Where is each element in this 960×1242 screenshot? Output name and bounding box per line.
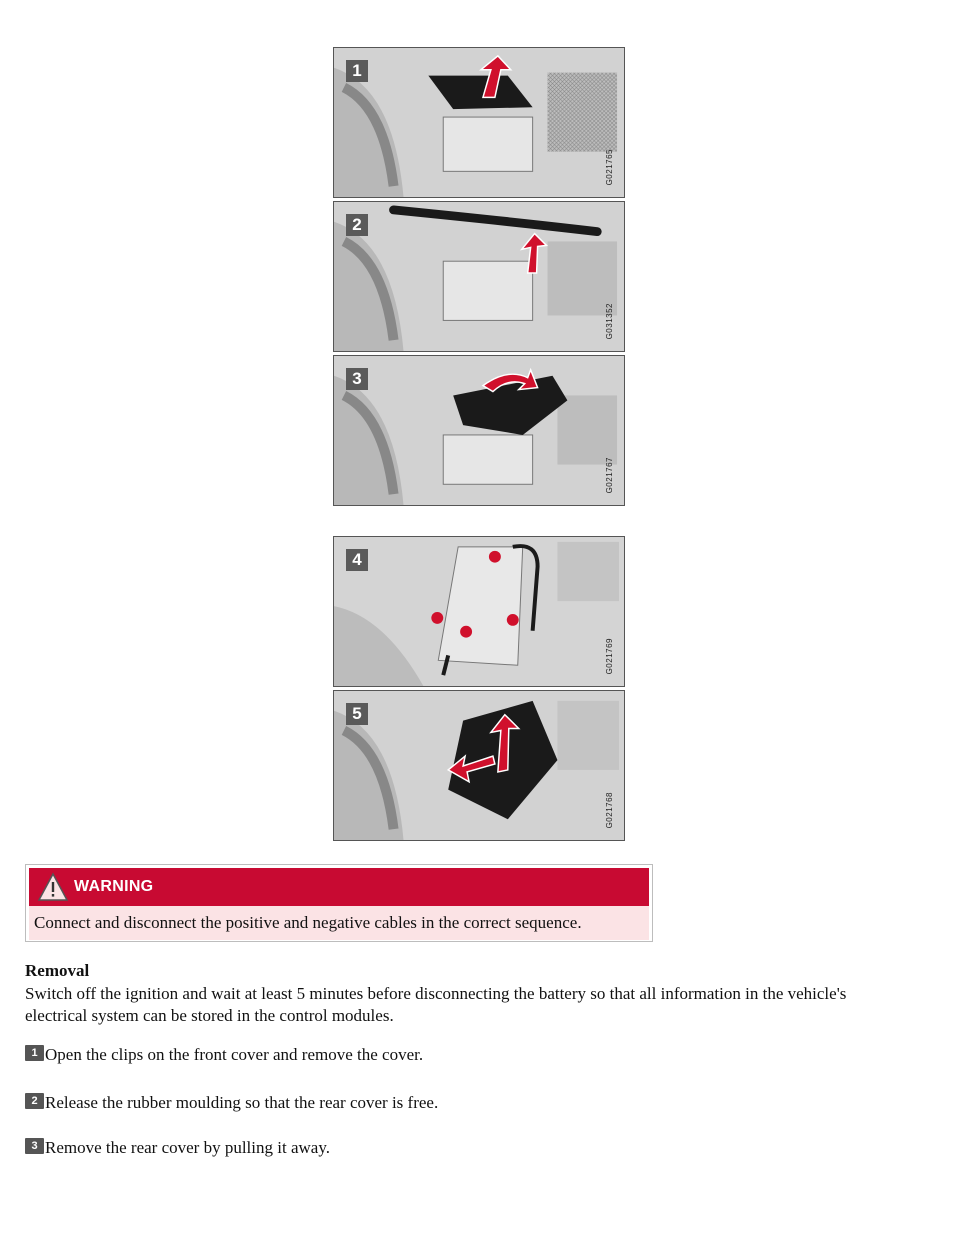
figure-code: G021769 xyxy=(605,637,614,674)
figure-code: G031352 xyxy=(605,302,614,339)
step-text: Open the clips on the front cover and remove the cover. xyxy=(45,1045,424,1064)
figure-code: G021765 xyxy=(605,148,614,185)
warning-title: WARNING xyxy=(74,878,154,895)
section-title: Removal xyxy=(25,961,90,980)
figure-number: 4 xyxy=(346,549,368,571)
battery-illustration xyxy=(334,537,624,686)
figure-1 xyxy=(333,47,625,198)
step-number-icon: 1 xyxy=(25,1045,44,1061)
step-text: Release the rubber moulding so that the rear cover is free. xyxy=(45,1093,439,1112)
engine-illustration xyxy=(334,48,624,197)
warning-header xyxy=(29,868,649,906)
battery-illustration xyxy=(334,691,624,840)
figure-number: 3 xyxy=(346,368,368,390)
figure-number: 2 xyxy=(346,214,368,236)
figure-number: 1 xyxy=(346,60,368,82)
step-text: Remove the rear cover by pulling it away. xyxy=(45,1138,330,1157)
figure-code: G021767 xyxy=(605,456,614,493)
step-number-icon: 3 xyxy=(25,1138,44,1154)
step-number-icon: 2 xyxy=(25,1093,44,1109)
figure-3 xyxy=(333,355,625,506)
step-3 xyxy=(25,1137,330,1159)
warning-box xyxy=(25,864,653,942)
step-1 xyxy=(25,1044,423,1066)
figure-5 xyxy=(333,690,625,841)
warning-text: Connect and disconnect the positive and negative cables in the correct sequence. xyxy=(29,906,649,940)
step-2 xyxy=(25,1092,438,1114)
figure-number: 5 xyxy=(346,703,368,725)
section-intro: Switch off the ignition and wait at least 5 minutes before disconnecting the battery so that all information in the vehicle's electrical system can be stored in the control modules. xyxy=(25,984,847,1025)
engine-illustration xyxy=(334,202,624,351)
warning-triangle-icon xyxy=(37,872,69,902)
engine-illustration xyxy=(334,356,624,505)
figure-4 xyxy=(333,536,625,687)
figure-code: G021768 xyxy=(605,791,614,828)
figure-2 xyxy=(333,201,625,352)
